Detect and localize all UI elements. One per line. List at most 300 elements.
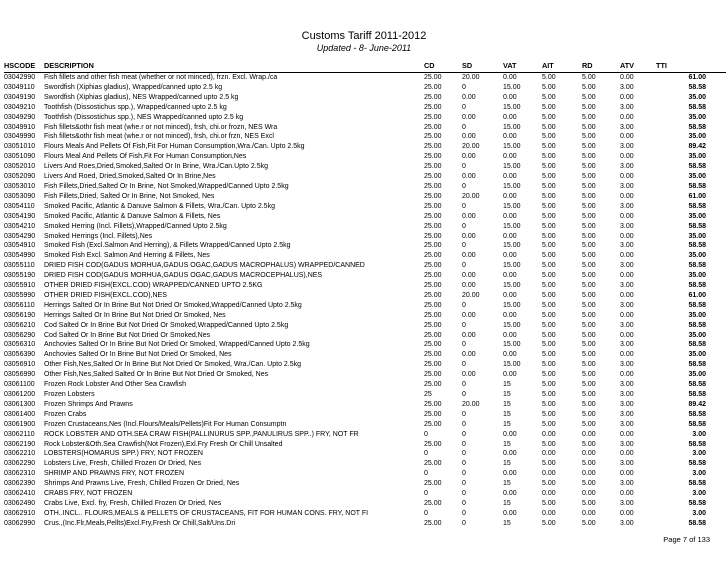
cell-description: DRIED FISH COD(GADUS MORHUA,GADUS OGAC,GADUS MACROCEPHALUS),NES: [44, 272, 323, 280]
cell-ait: 5.00: [542, 182, 556, 190]
cell-rd: 0.00: [582, 490, 596, 498]
cell-atv: 3.00: [620, 222, 634, 230]
cell-atv: 3.00: [620, 103, 634, 111]
table-row: [4, 311, 726, 321]
cell-ait: 0.00: [542, 470, 556, 478]
cell-vat: 15.00: [503, 361, 521, 369]
cell-vat: 15.00: [503, 83, 521, 91]
cell-atv: 3.00: [620, 163, 634, 171]
cell-rd: 0.00: [582, 450, 596, 458]
cell-rd: 0.00: [582, 470, 596, 478]
cell-vat: 0.00: [503, 113, 517, 121]
cell-tti: 58.58: [688, 282, 706, 290]
cell-sd: 0: [462, 341, 466, 349]
cell-ait: 5.00: [542, 410, 556, 418]
cell-rd: 5.00: [582, 83, 596, 91]
cell-hscode: 03054990: [4, 252, 36, 260]
cell-vat: 15: [503, 391, 511, 398]
cell-sd: 0.00: [462, 173, 476, 181]
cell-tti: 35.00: [688, 351, 706, 359]
table-row: [4, 142, 726, 152]
cell-tti: 58.58: [688, 182, 706, 190]
cell-cd: 25.00: [424, 74, 442, 81]
cell-sd: 0.00: [462, 93, 476, 101]
cell-description: Anchovies Salted Or In Brine But Not Dried Or Smoked, Nes: [44, 351, 232, 359]
table-row: [4, 469, 726, 479]
cell-sd: 0: [462, 182, 466, 190]
table-row: [4, 93, 726, 103]
cell-ait: 5.00: [542, 163, 556, 171]
cell-vat: 15: [503, 460, 511, 468]
cell-rd: 5.00: [582, 371, 596, 379]
table-row: [4, 132, 726, 142]
cell-ait: 5.00: [542, 232, 556, 240]
cell-rd: 5.00: [582, 499, 596, 507]
cell-description: DRIED FISH COD(GADUS MORHUA,GADUS OGAC,GADUS MACROPHALUS) WRAPPED/CANNED: [44, 262, 365, 270]
cell-tti: 58.58: [688, 301, 706, 309]
cell-cd: 25.00: [424, 410, 442, 418]
cell-sd: 0: [462, 361, 466, 369]
cell-rd: 5.00: [582, 143, 596, 151]
cell-cd: 25.00: [424, 173, 442, 181]
cell-tti: 35.00: [688, 311, 706, 319]
table-row: [4, 479, 726, 489]
cell-rd: 5.00: [582, 222, 596, 230]
cell-sd: 0: [462, 83, 466, 91]
cell-cd: 25.00: [424, 480, 442, 488]
cell-ait: 5.00: [542, 440, 556, 448]
cell-hscode: 03056210: [4, 321, 36, 329]
cell-hscode: 03054290: [4, 232, 36, 240]
cell-description: Other Fish,Nes,Salted Or In Brine But Not Dried Or Smoked, Wra./Can. Upto 2.5kg: [44, 361, 302, 369]
column-header-tti: TTI: [656, 60, 726, 73]
cell-cd: 25.00: [424, 143, 442, 151]
cell-rd: 5.00: [582, 123, 596, 131]
cell-description: Crabs Live, Excl. fry, Fresh, Chilled Frozen Or Dried, Nes: [44, 499, 222, 507]
cell-rd: 5.00: [582, 113, 596, 121]
cell-rd: 5.00: [582, 252, 596, 260]
cell-ait: 5.00: [542, 381, 556, 389]
cell-rd: 5.00: [582, 440, 596, 448]
table-row: [4, 380, 726, 390]
cell-hscode: 03051010: [4, 143, 36, 151]
cell-tti: 58.58: [688, 321, 706, 329]
cell-hscode: 03062110: [4, 430, 35, 438]
cell-tti: 61.00: [688, 192, 706, 200]
cell-description: Frozen Lobsters: [44, 391, 95, 398]
cell-ait: 5.00: [542, 371, 556, 379]
cell-description: Swordfish (Xiphias gladius), Wrapped/canned upto 2.5 kg: [44, 83, 223, 91]
column-header-vat: VAT: [503, 60, 542, 73]
cell-cd: 25.00: [424, 192, 442, 200]
cell-rd: 5.00: [582, 519, 596, 527]
cell-rd: 5.00: [582, 331, 596, 339]
cell-cd: 25.00: [424, 262, 442, 270]
cell-rd: 5.00: [582, 93, 596, 101]
cell-rd: 5.00: [582, 262, 596, 270]
cell-tti: 3.00: [692, 470, 706, 478]
cell-atv: 0.00: [620, 450, 634, 458]
cell-tti: 35.00: [688, 212, 706, 220]
cell-hscode: 03049290: [4, 113, 36, 121]
cell-sd: 0: [462, 202, 466, 210]
cell-atv: 3.00: [620, 123, 634, 131]
cell-ait: 5.00: [542, 83, 556, 91]
cell-sd: 20.00: [462, 74, 480, 81]
cell-cd: 25.00: [424, 301, 442, 309]
cell-atv: 3.00: [620, 262, 634, 270]
cell-cd: 25.00: [424, 123, 442, 131]
cell-tti: 58.58: [688, 519, 706, 527]
cell-vat: 0.00: [503, 232, 517, 240]
cell-atv: 3.00: [620, 182, 634, 190]
cell-cd: 25.00: [424, 321, 442, 329]
cell-vat: 0.00: [503, 430, 517, 438]
cell-tti: 35.00: [688, 371, 706, 379]
cell-rd: 5.00: [582, 391, 596, 398]
cell-cd: 25.00: [424, 381, 442, 389]
cell-hscode: 03054910: [4, 242, 36, 250]
cell-tti: 58.58: [688, 420, 706, 428]
cell-atv: 0.00: [620, 430, 634, 438]
cell-hscode: 03054190: [4, 212, 36, 220]
cell-atv: 0.00: [620, 351, 634, 359]
cell-tti: 35.00: [688, 252, 706, 260]
table-row: [4, 251, 726, 261]
cell-atv: 3.00: [620, 460, 634, 468]
cell-cd: 25.00: [424, 361, 442, 369]
cell-atv: 3.00: [620, 391, 634, 398]
cell-rd: 5.00: [582, 173, 596, 181]
cell-hscode: 03049190: [4, 93, 36, 101]
cell-ait: 5.00: [542, 123, 556, 131]
cell-cd: 0: [424, 509, 428, 517]
cell-description: Other Fish,Nes,Salted Salted Or In Brine But Not Dried Or Smoked, Nes: [44, 371, 269, 379]
cell-cd: 25.00: [424, 222, 442, 230]
cell-vat: 15.00: [503, 341, 521, 349]
cell-vat: 15.00: [503, 282, 521, 290]
cell-hscode: 03054110: [4, 202, 35, 210]
cell-atv: 0.00: [620, 173, 634, 181]
table-row: [4, 182, 726, 192]
cell-rd: 5.00: [582, 341, 596, 349]
cell-atv: 0.00: [620, 509, 634, 517]
cell-hscode: 03062910: [4, 509, 36, 517]
cell-description: Cod Salted Or In Brine But Not Dried Or Smoked,Nes: [44, 331, 211, 339]
cell-sd: 0: [462, 123, 466, 131]
cell-vat: 0.00: [503, 470, 517, 478]
cell-atv: 3.00: [620, 480, 634, 488]
cell-tti: 58.58: [688, 222, 706, 230]
cell-vat: 0.00: [503, 212, 517, 220]
cell-atv: 3.00: [620, 361, 634, 369]
table-row: [4, 232, 726, 242]
cell-cd: 25.00: [424, 212, 442, 220]
cell-tti: 58.58: [688, 440, 706, 448]
cell-rd: 5.00: [582, 163, 596, 171]
cell-ait: 0.00: [542, 450, 556, 458]
cell-sd: 0: [462, 490, 466, 498]
header-row: [4, 60, 726, 73]
cell-vat: 15.00: [503, 182, 521, 190]
cell-sd: 0: [462, 391, 466, 398]
table-row: [4, 489, 726, 499]
cell-ait: 5.00: [542, 222, 556, 230]
cell-hscode: 03062390: [4, 480, 36, 488]
table-row: [4, 301, 726, 311]
cell-cd: 25.00: [424, 400, 442, 408]
table-row: [4, 340, 726, 350]
cell-vat: 15.00: [503, 143, 521, 151]
cell-hscode: 03062210: [4, 450, 36, 458]
cell-rd: 0.00: [582, 430, 596, 438]
cell-vat: 15: [503, 519, 511, 527]
cell-ait: 5.00: [542, 351, 556, 359]
cell-atv: 0.00: [620, 252, 634, 260]
cell-hscode: 03055990: [4, 291, 36, 299]
cell-atv: 3.00: [620, 83, 634, 91]
column-header-atv: ATV: [620, 60, 656, 73]
cell-tti: 3.00: [692, 490, 706, 498]
cell-hscode: 03053010: [4, 182, 36, 190]
cell-hscode: 03062310: [4, 470, 36, 478]
cell-tti: 58.58: [688, 83, 706, 91]
cell-hscode: 03042990: [4, 74, 36, 81]
cell-rd: 5.00: [582, 74, 596, 81]
cell-ait: 5.00: [542, 74, 556, 81]
cell-hscode: 03053090: [4, 192, 36, 200]
cell-ait: 0.00: [542, 509, 556, 517]
cell-cd: 25.00: [424, 103, 442, 111]
cell-tti: 58.58: [688, 163, 706, 171]
cell-description: Anchovies Salted Or In Brine But Not Dried Or Smoked, Wrapped/Canned Upto 2.5kg: [44, 341, 310, 349]
cell-atv: 3.00: [620, 440, 634, 448]
cell-atv: 0.00: [620, 113, 634, 121]
cell-sd: 0: [462, 103, 466, 111]
cell-hscode: 03056310: [4, 341, 36, 349]
cell-tti: 35.00: [688, 93, 706, 101]
cell-description: Livers And Roed, Dried,Smoked,Salted Or In Brine,Nes: [44, 173, 216, 181]
cell-cd: 25.00: [424, 252, 442, 260]
cell-atv: 0.00: [620, 470, 634, 478]
cell-cd: 25.00: [424, 499, 442, 507]
cell-ait: 5.00: [542, 400, 556, 408]
cell-hscode: 03061400: [4, 410, 36, 418]
cell-sd: 0: [462, 381, 466, 389]
cell-tti: 35.00: [688, 272, 706, 280]
cell-rd: 5.00: [582, 212, 596, 220]
cell-cd: 0: [424, 490, 428, 498]
cell-vat: 15: [503, 381, 511, 389]
cell-atv: 0.00: [620, 490, 634, 498]
cell-rd: 5.00: [582, 232, 596, 240]
cell-vat: 0.00: [503, 272, 517, 280]
cell-cd: 0: [424, 470, 428, 478]
table-row: [4, 410, 726, 420]
cell-tti: 35.00: [688, 153, 706, 161]
table-row: [4, 390, 726, 400]
cell-ait: 5.00: [542, 282, 556, 290]
cell-ait: 5.00: [542, 212, 556, 220]
cell-rd: 5.00: [582, 291, 596, 299]
cell-hscode: 03062410: [4, 490, 36, 498]
cell-description: Toothfish (Dissostichus spp.), Wrapped/canned upto 2.5 kg: [44, 103, 227, 111]
cell-vat: 15.00: [503, 103, 521, 111]
cell-description: Frozen Crustaceans,Nes (Incl.Flours/Meals/Pellets)Fit For Human Consumptn: [44, 420, 287, 428]
cell-rd: 5.00: [582, 301, 596, 309]
cell-tti: 35.00: [688, 133, 706, 141]
cell-vat: 0.00: [503, 173, 517, 181]
cell-tti: 58.58: [688, 103, 706, 111]
cell-description: Cod Salted Or In Brine But Not Dried Or Smoked,Wrapped/Canned Upto 2.5kg: [44, 321, 289, 329]
cell-cd: 25.00: [424, 163, 442, 171]
table-row: [4, 519, 726, 529]
cell-rd: 5.00: [582, 400, 596, 408]
cell-vat: 15: [503, 400, 511, 408]
cell-sd: 20.00: [462, 400, 480, 408]
cell-description: Fish fillets&othr fish meat (whe.r or not minced), frsh, chi.or frozn, NES Wra: [44, 123, 278, 131]
cell-tti: 58.58: [688, 361, 706, 369]
cell-description: OTH..INCL.. FLOURS,MEALS & PELLETS OF CRUSTACEANS, FIT FOR HUMAN CONS. FRY, NOT FI: [44, 509, 369, 517]
cell-ait: 5.00: [542, 391, 556, 398]
cell-rd: 5.00: [582, 242, 596, 250]
cell-cd: 25.00: [424, 371, 442, 379]
table-row: [4, 321, 726, 331]
table-row: [4, 73, 726, 83]
cell-cd: 25.00: [424, 311, 442, 319]
cell-rd: 5.00: [582, 182, 596, 190]
cell-atv: 0.00: [620, 74, 634, 81]
cell-tti: 58.58: [688, 381, 706, 389]
cell-hscode: 03049110: [4, 83, 35, 91]
cell-vat: 0.00: [503, 93, 517, 101]
cell-vat: 15.00: [503, 202, 521, 210]
cell-ait: 5.00: [542, 262, 556, 270]
cell-ait: 5.00: [542, 331, 556, 339]
cell-sd: 20.00: [462, 192, 480, 200]
tariff-table: [4, 60, 726, 529]
table-row: [4, 440, 726, 450]
table-row: [4, 350, 726, 360]
cell-hscode: 03061900: [4, 420, 36, 428]
cell-cd: 0: [424, 450, 428, 458]
cell-tti: 3.00: [692, 430, 706, 438]
cell-ait: 5.00: [542, 173, 556, 181]
table-row: [4, 509, 726, 519]
cell-rd: 5.00: [582, 480, 596, 488]
cell-description: Frozen Crabs: [44, 410, 87, 418]
column-header-ait: AIT: [542, 60, 582, 73]
cell-vat: 15.00: [503, 242, 521, 250]
cell-vat: 15: [503, 420, 511, 428]
cell-vat: 15.00: [503, 163, 521, 171]
cell-ait: 5.00: [542, 153, 556, 161]
cell-description: Fish fillets&othr fish meat (whe.r or not minced), frsh, chi.or frzn, NES Excl: [44, 133, 274, 141]
cell-sd: 0: [462, 242, 466, 250]
cell-cd: 25.00: [424, 282, 442, 290]
cell-ait: 5.00: [542, 341, 556, 349]
cell-sd: 0.00: [462, 133, 476, 141]
cell-ait: 5.00: [542, 113, 556, 121]
column-header-sd: SD: [462, 60, 503, 73]
cell-atv: 3.00: [620, 321, 634, 329]
cell-hscode: 03055110: [4, 262, 35, 270]
cell-ait: 5.00: [542, 460, 556, 468]
cell-rd: 5.00: [582, 311, 596, 319]
cell-vat: 0.00: [503, 153, 517, 161]
cell-description: Flours Meals And Pellets Of Fish,Fit For Human Consumption,Wra./Can. Upto 2.5kg: [44, 143, 305, 151]
cell-sd: 0: [462, 499, 466, 507]
cell-sd: 0.00: [462, 311, 476, 319]
cell-rd: 5.00: [582, 410, 596, 418]
cell-tti: 61.00: [688, 291, 706, 299]
cell-description: Shrimps And Prawns Live, Fresh, Chilled Frozen Or Dried, Nes: [44, 480, 240, 488]
cell-hscode: 03056290: [4, 331, 36, 339]
column-header-rd: RD: [582, 60, 620, 73]
cell-hscode: 03061300: [4, 400, 36, 408]
table-row: [4, 420, 726, 430]
cell-atv: 0.00: [620, 192, 634, 200]
cell-vat: 15.00: [503, 123, 521, 131]
cell-sd: 0: [462, 460, 466, 468]
table-row: [4, 103, 726, 113]
cell-rd: 5.00: [582, 460, 596, 468]
cell-description: OTHER DRIED FISH(EXCL.COD) WRAPPED/CANNED UPTO 2.5KG: [44, 282, 263, 290]
cell-tti: 58.58: [688, 410, 706, 418]
cell-cd: 25.00: [424, 232, 442, 240]
column-header-hscode: HSCODE: [4, 60, 44, 73]
cell-cd: 0: [424, 430, 428, 438]
cell-rd: 5.00: [582, 351, 596, 359]
table-row: [4, 271, 726, 281]
cell-description: Rock Lobster&Oth.Sea Crawfish(Not Frozen),Exl.Fry Fresh Or Chill Unsalted: [44, 440, 283, 448]
cell-description: Smoked Herring (Incl. Fillets),Wrapped/Canned Upto 2.5kg: [44, 222, 227, 230]
cell-tti: 58.58: [688, 460, 706, 468]
cell-cd: 25.00: [424, 291, 442, 299]
cell-vat: 0.00: [503, 192, 517, 200]
cell-sd: 0.00: [462, 282, 476, 290]
cell-ait: 5.00: [542, 361, 556, 369]
cell-sd: 0.00: [462, 351, 476, 359]
cell-sd: 0: [462, 301, 466, 309]
cell-description: Smoked Fish Excl. Salmon And Herring & Fillets, Nes: [44, 252, 210, 260]
cell-sd: 0.00: [462, 331, 476, 339]
cell-hscode: 03062490: [4, 499, 36, 507]
cell-atv: 0.00: [620, 272, 634, 280]
cell-vat: 0.00: [503, 74, 517, 81]
cell-cd: 25.00: [424, 351, 442, 359]
cell-cd: 25.00: [424, 341, 442, 349]
cell-sd: 0: [462, 450, 466, 458]
cell-ait: 0.00: [542, 490, 556, 498]
cell-description: Livers And Roes,Dried,Smoked,Salted Or In Brine, Wra./Can.Upto 2.5kg: [44, 163, 268, 171]
table-row: [4, 152, 726, 162]
cell-vat: 15.00: [503, 262, 521, 270]
cell-cd: 25.00: [424, 519, 442, 527]
table-row: [4, 172, 726, 182]
cell-tti: 58.58: [688, 202, 706, 210]
cell-rd: 5.00: [582, 202, 596, 210]
table-row: [4, 261, 726, 271]
cell-tti: 58.58: [688, 262, 706, 270]
cell-ait: 5.00: [542, 291, 556, 299]
table-row: [4, 222, 726, 232]
cell-atv: 3.00: [620, 282, 634, 290]
cell-description: Herrings Salted Or In Brine But Not Dried Or Smoked,Wrapped/Canned Upto 2.5kg: [44, 301, 302, 309]
cell-description: LOBSTERS(HOMARUS SPP.) FRY, NOT FROZEN: [44, 450, 203, 458]
table-body: [4, 73, 726, 529]
page-subtitle: Updated - 8- June-2011: [316, 43, 412, 53]
